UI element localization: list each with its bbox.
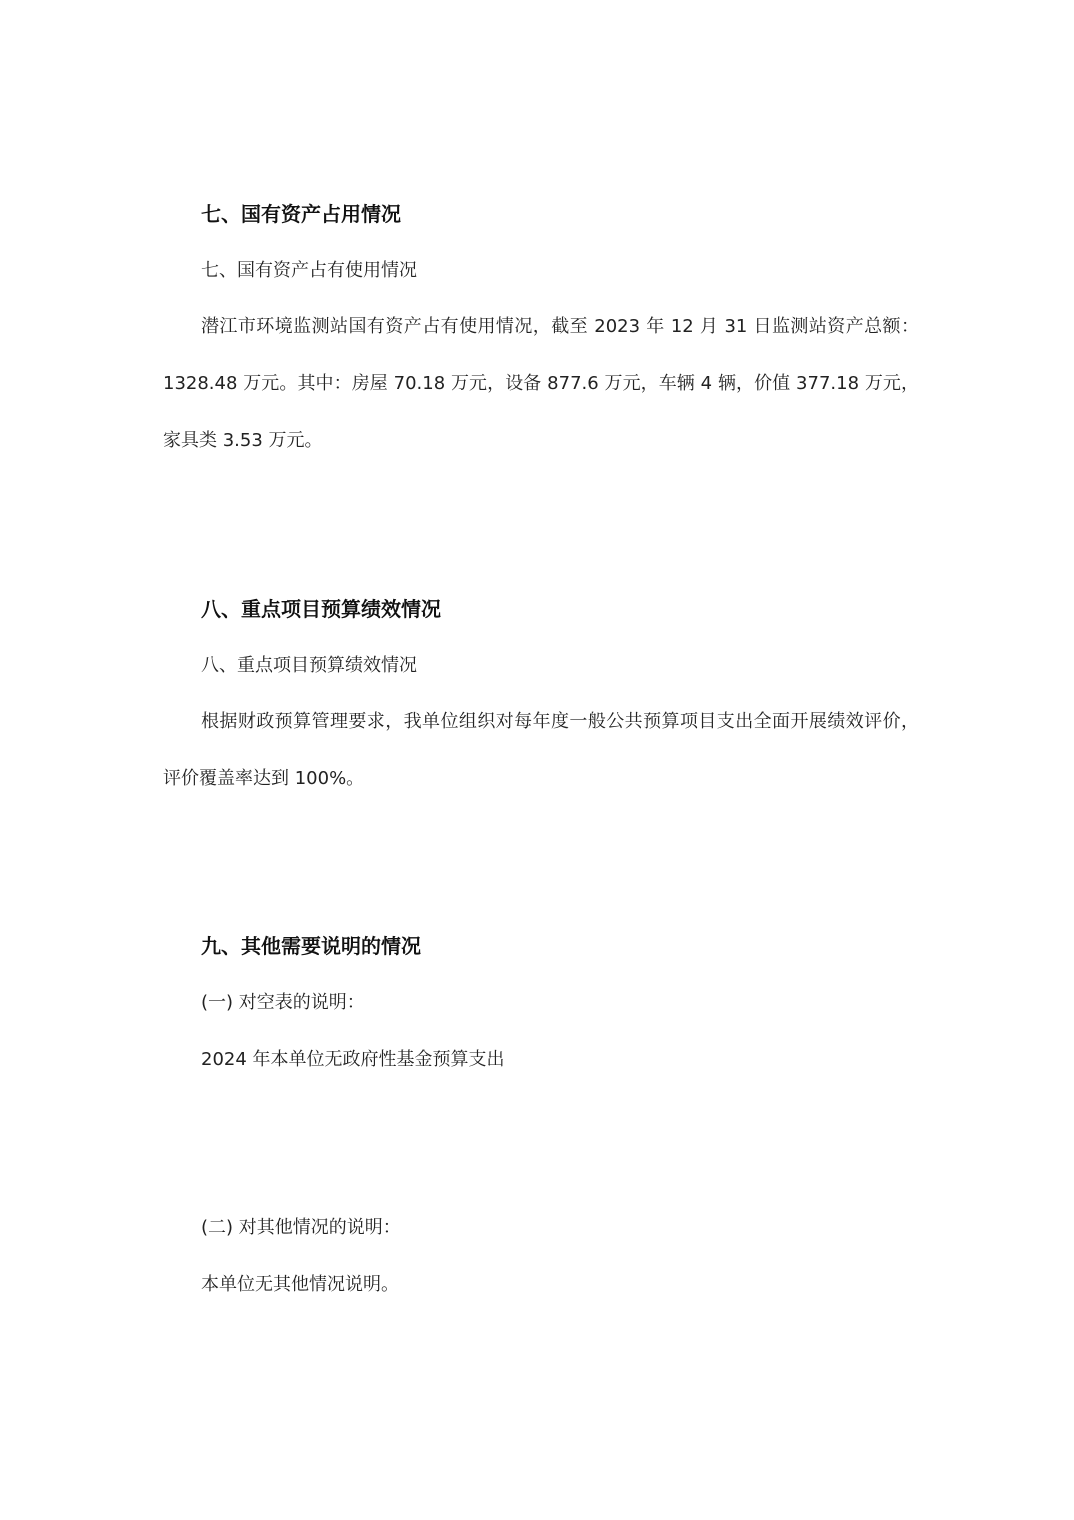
section-7-subheading: 七、国有资产占有使用情况 — [201, 260, 417, 281]
section-7-paragraph-line-1: 潜江市环境监测站国有资产占有使用情况，截至 2023 年 12 月 31 日监测站资产总额： — [201, 316, 919, 337]
section-8-heading: 八、重点项目预算绩效情况 — [201, 597, 441, 621]
section-9-heading: 九、其他需要说明的情况 — [201, 934, 421, 958]
section-7-paragraph-line-2: 1328.48 万元。其中：房屋 70.18 万元，设备 877.6 万元，车辆 4 辆，价值 377.18 万元， — [163, 373, 919, 394]
section-9-sub2-title: (二) 对其他情况的说明： — [201, 1217, 401, 1238]
section-9-sub2-text: 本单位无其他情况说明。 — [201, 1274, 399, 1295]
section-9-sub1-text: 2024 年本单位无政府性基金预算支出 — [201, 1049, 505, 1070]
section-8-paragraph-line-1: 根据财政预算管理要求，我单位组织对每年度一般公共预算项目支出全面开展绩效评价， — [201, 711, 919, 732]
section-7-paragraph-line-3: 家具类 3.53 万元。 — [163, 430, 323, 451]
section-8-paragraph-line-2: 评价覆盖率达到 100%。 — [163, 768, 365, 789]
section-9-sub1-title: (一) 对空表的说明： — [201, 992, 365, 1013]
section-7-heading: 七、国有资产占用情况 — [201, 202, 401, 226]
section-8-subheading: 八、重点项目预算绩效情况 — [201, 655, 417, 676]
